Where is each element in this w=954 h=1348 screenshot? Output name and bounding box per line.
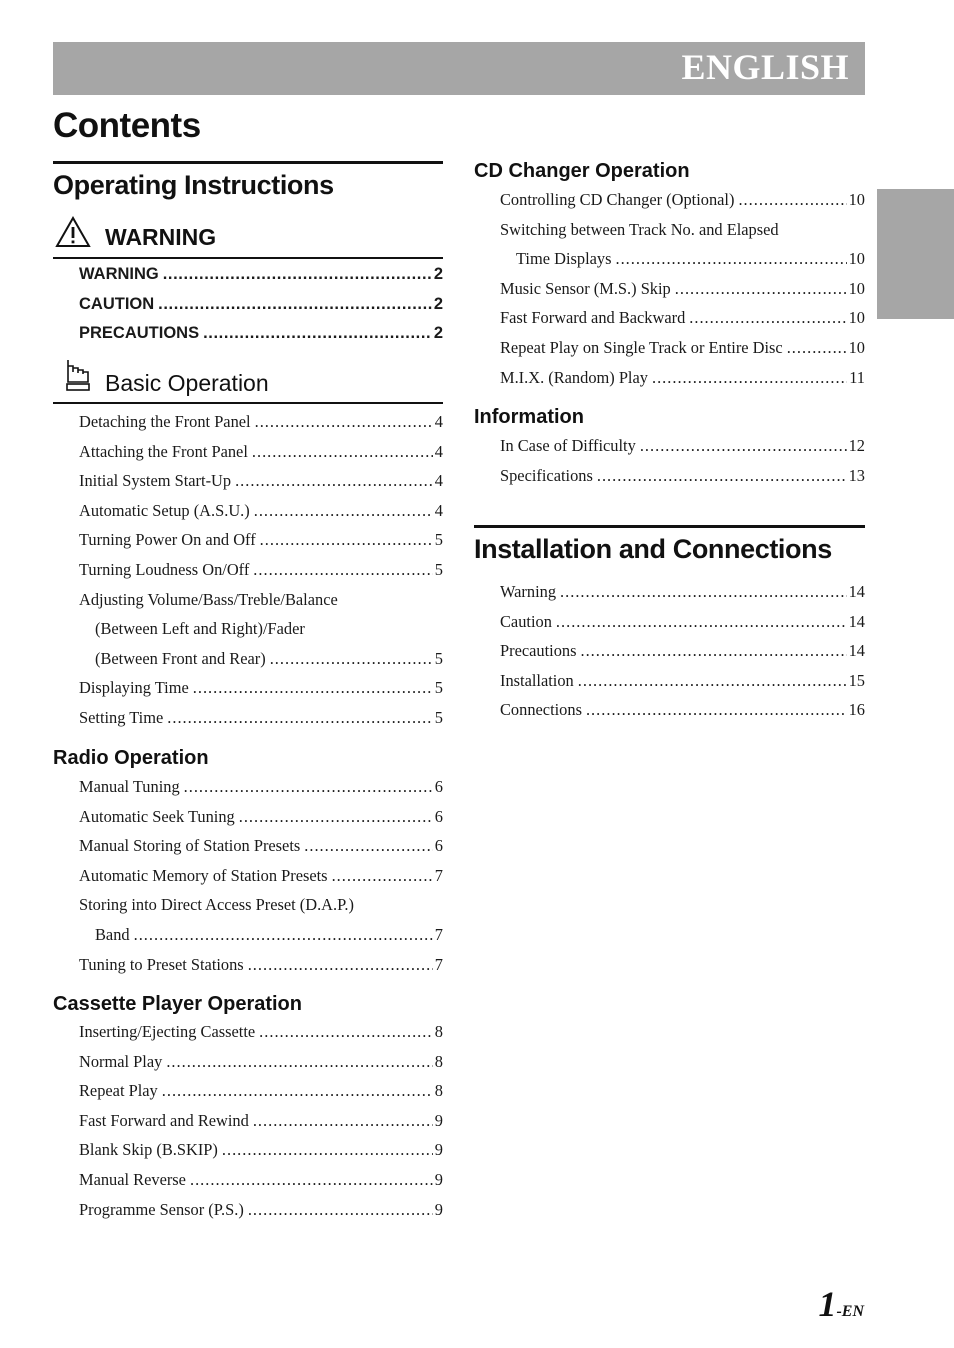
toc-entry[interactable]: Detaching the Front Panel ..... 4: [79, 412, 443, 442]
basic-list: [79, 412, 443, 738]
toc-entry[interactable]: Switching between Track No. and Elapsed: [500, 219, 779, 239]
leader-dots: [163, 265, 432, 284]
toc-entry[interactable]: Warning ..... 14: [500, 582, 865, 612]
warning-heading: WARNING: [105, 224, 217, 250]
toc-entry-warning[interactable]: [79, 265, 443, 295]
toc-entry[interactable]: Manual Storing of Station Presets ..... 6: [79, 836, 443, 866]
toc-entry[interactable]: Blank Skip (B.SKIP) ..... 9: [79, 1140, 443, 1170]
cd-list: [500, 190, 865, 397]
cassette-operation-heading: Cassette Player Operation: [53, 993, 302, 1015]
toc-entry[interactable]: Automatic Setup (A.S.U.) ..... 4: [79, 501, 443, 531]
toc-entry[interactable]: Connections ..... 16: [500, 700, 865, 730]
toc-entry[interactable]: Fast Forward and Backward ..... 10: [500, 308, 865, 338]
toc-entry[interactable]: Normal Play ..... 8: [79, 1052, 443, 1082]
toc-entry[interactable]: M.I.X. (Random) Play ..... 11: [500, 368, 865, 398]
information-list: [500, 436, 865, 495]
radio-list: [79, 777, 443, 984]
warning-icon: [55, 216, 91, 253]
toc-entry[interactable]: Turning Power On and Off ..... 5: [79, 530, 443, 560]
section-tab: [877, 189, 954, 319]
toc-entry[interactable]: Controlling CD Changer (Optional) ..... 10: [500, 190, 865, 220]
language-label: ENGLISH: [681, 47, 849, 87]
toc-entry[interactable]: Repeat Play on Single Track or Entire Disc ..... 10: [500, 338, 865, 368]
toc-entry-precautions[interactable]: [79, 324, 443, 354]
cassette-list: [79, 1022, 443, 1229]
toc-entry[interactable]: Automatic Memory of Station Presets ..... 7: [79, 866, 443, 896]
toc-entry[interactable]: Adjusting Volume/Bass/Treble/Balance: [79, 589, 338, 609]
toc-entry-continued[interactable]: Band ..... 7: [79, 925, 443, 955]
page-title: Contents: [53, 106, 201, 145]
toc-entry[interactable]: Storing into Direct Access Preset (D.A.P.): [79, 895, 354, 915]
toc-entry-page: 2: [433, 265, 443, 283]
toc-entry[interactable]: Displaying Time ..... 5: [79, 678, 443, 708]
toc-entry-continued[interactable]: (Between Left and Right)/Fader: [95, 619, 305, 639]
operating-instructions-heading: Operating Instructions: [53, 170, 334, 200]
page-number-suffix: -EN: [836, 1303, 864, 1320]
toc-entry[interactable]: Initial System Start-Up ..... 4: [79, 471, 443, 501]
toc-entry[interactable]: Precautions ..... 14: [500, 641, 865, 671]
leader-dots: [203, 324, 432, 343]
toc-entry[interactable]: Attaching the Front Panel ..... 4: [79, 442, 443, 472]
language-banner: [53, 42, 865, 95]
section-rule: [474, 525, 865, 528]
toc-entry[interactable]: Programme Sensor (P.S.) ..... 9: [79, 1200, 443, 1230]
toc-entry[interactable]: Specifications ..... 13: [500, 466, 865, 496]
radio-operation-heading: Radio Operation: [53, 747, 209, 769]
installation-list: [500, 582, 865, 730]
section-rule: [53, 161, 443, 164]
toc-entry[interactable]: Manual Tuning ..... 6: [79, 777, 443, 807]
warning-list: [79, 265, 443, 354]
toc-entry[interactable]: Automatic Seek Tuning ..... 6: [79, 807, 443, 837]
basic-operation-heading: Basic Operation: [105, 370, 269, 396]
toc-entry[interactable]: Repeat Play ..... 8: [79, 1081, 443, 1111]
toc-entry-caution[interactable]: [79, 295, 443, 325]
page-number-digit: 1: [818, 1284, 837, 1324]
toc-entry[interactable]: Tuning to Preset Stations ..... 7: [79, 955, 443, 985]
toc-entry[interactable]: Caution ..... 14: [500, 612, 865, 642]
basic-rule: [53, 402, 443, 404]
toc-entry-page: 2: [433, 324, 443, 343]
toc-entry-label: CAUTION: [79, 294, 155, 313]
leader-dots: [158, 295, 432, 314]
page-number: [818, 1283, 864, 1325]
toc-entry[interactable]: Manual Reverse ..... 9: [79, 1170, 443, 1200]
toc-entry-label: PRECAUTIONS: [79, 324, 200, 343]
toc-entry[interactable]: Inserting/Ejecting Cassette ..... 8: [79, 1022, 443, 1052]
toc-entry-page: 2: [433, 294, 443, 313]
toc-entry-label: WARNING: [79, 265, 159, 283]
toc-entry-continued[interactable]: Time Displays ..... 10: [500, 249, 865, 279]
hand-pointer-icon: [64, 358, 92, 397]
toc-entry[interactable]: In Case of Difficulty ..... 12: [500, 436, 865, 466]
toc-entry[interactable]: Setting Time ..... 5: [79, 708, 443, 738]
cd-changer-heading: CD Changer Operation: [474, 160, 690, 182]
toc-entry[interactable]: Fast Forward and Rewind ..... 9: [79, 1111, 443, 1141]
information-heading: Information: [474, 406, 584, 428]
warning-rule: [53, 257, 443, 259]
toc-entry[interactable]: Music Sensor (M.S.) Skip ..... 10: [500, 279, 865, 309]
toc-entry[interactable]: Turning Loudness On/Off ..... 5: [79, 560, 443, 590]
toc-entry-continued[interactable]: (Between Front and Rear) ..... 5: [79, 649, 443, 679]
installation-heading: Installation and Connections: [474, 534, 832, 564]
toc-entry[interactable]: Installation ..... 15: [500, 671, 865, 701]
